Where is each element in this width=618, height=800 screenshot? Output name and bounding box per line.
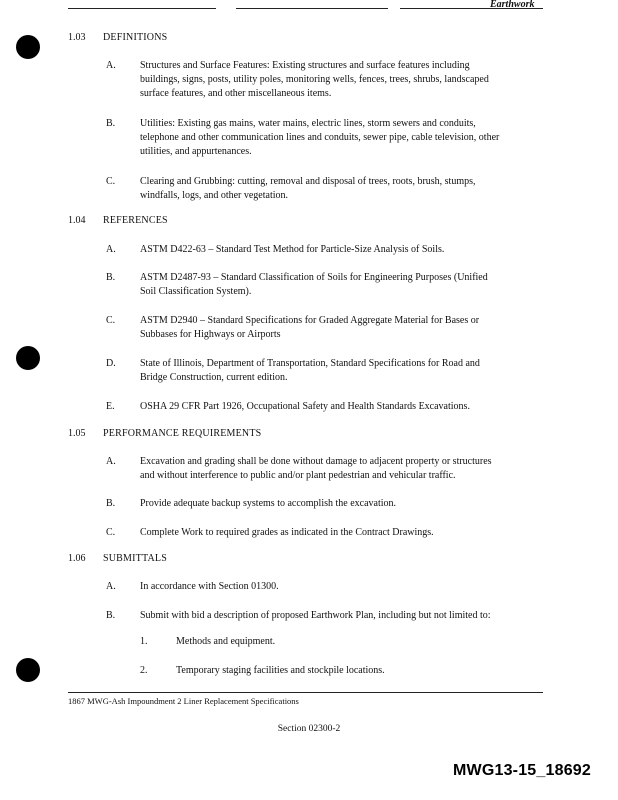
item-line: utilities, and appurtenances.	[140, 146, 252, 157]
section-number: 1.05	[68, 428, 86, 439]
section-title: PERFORMANCE REQUIREMENTS	[103, 428, 262, 439]
subitem-label: 2.	[140, 665, 148, 676]
footer-page-number: Section 02300-2	[277, 724, 341, 734]
item-line: State of Illinois, Department of Transportation, Standard Specifications for Road and	[140, 358, 480, 369]
item-line: ASTM D2940 – Standard Specifications for Graded Aggregate Material for Bases or	[140, 315, 480, 326]
item-label: B.	[106, 118, 116, 129]
item-label: A.	[106, 60, 116, 71]
item-line: Bridge Construction, current edition.	[140, 372, 288, 383]
subitem-label: 1.	[140, 636, 148, 647]
item-line: Clearing and Grubbing: cutting, removal and disposal of trees, roots, brush, stumps,	[140, 176, 476, 187]
item-text	[140, 271, 540, 299]
item-line: Submit with bid a description of proposed Earthwork Plan, including but not limited to:	[140, 610, 491, 621]
section-number: 1.03	[68, 32, 86, 43]
footer-document-title: 1867 MWG-Ash Impoundment 2 Liner Replacement Specifications	[68, 696, 299, 706]
item-label: B.	[106, 610, 116, 621]
item-label: C.	[106, 527, 116, 538]
header-rule-middle	[236, 8, 388, 9]
item-line: ASTM D2487-93 – Standard Classification of Soils for Engineering Purposes (Unified	[140, 272, 488, 283]
item-label: B.	[106, 498, 116, 509]
item-label: C.	[106, 315, 116, 326]
section-title: DEFINITIONS	[103, 32, 168, 43]
item-label: A.	[106, 456, 116, 467]
header-rule-left	[68, 8, 216, 9]
item-line: and without interference to public and/or plant pedestrian and vehicular traffic.	[140, 470, 456, 481]
item-text	[140, 526, 540, 540]
item-text	[140, 609, 540, 623]
item-text	[140, 580, 540, 594]
section-number: 1.04	[68, 215, 86, 226]
item-text	[140, 357, 540, 385]
item-line: telephone and other communication lines and conduits, sewer pipe, cable television, other	[140, 132, 500, 143]
item-label: E.	[106, 401, 115, 412]
subitem-text: Temporary staging facilities and stockpile locations.	[176, 665, 385, 676]
item-label: A.	[106, 244, 116, 255]
item-line: Complete Work to required grades as indicated in the Contract Drawings.	[140, 527, 434, 538]
item-line: Utilities: Existing gas mains, water mains, electric lines, storm sewers and conduits,	[140, 118, 476, 129]
item-text	[140, 243, 540, 257]
footer-rule	[68, 692, 543, 693]
item-line: OSHA 29 CFR Part 1926, Occupational Safety and Health Standards Excavations.	[140, 401, 470, 412]
punch-hole-top	[16, 35, 40, 59]
item-text	[140, 175, 540, 203]
item-label: A.	[106, 581, 116, 592]
item-line: surface features, and other miscellaneous items.	[140, 88, 332, 99]
item-line: buildings, signs, posts, utility poles, monitoring wells, fences, trees, shrubs, landscaped	[140, 74, 489, 85]
item-line: ASTM D422-63 – Standard Test Method for Particle-Size Analysis of Soils.	[140, 244, 445, 255]
item-line: Structures and Surface Features: Existing structures and surface features including	[140, 60, 470, 71]
item-line: In accordance with Section 01300.	[140, 581, 279, 592]
item-text	[140, 117, 540, 159]
section-title: REFERENCES	[103, 215, 168, 226]
item-line: Subbases for Highways or Airports	[140, 329, 281, 340]
item-label: B.	[106, 272, 116, 283]
subitem-text: Methods and equipment.	[176, 636, 276, 647]
punch-hole-bottom	[16, 658, 40, 682]
item-text	[140, 400, 540, 414]
section-number: 1.06	[68, 553, 86, 564]
section-title: SUBMITTALS	[103, 553, 167, 564]
item-text	[140, 455, 540, 483]
item-label: D.	[106, 358, 116, 369]
item-text	[140, 497, 540, 511]
item-line: Provide adequate backup systems to accomplish the excavation.	[140, 498, 397, 509]
item-line: Soil Classification System).	[140, 286, 252, 297]
item-text	[140, 314, 540, 342]
item-label: C.	[106, 176, 116, 187]
item-text	[140, 59, 540, 101]
header-title: Earthwork	[490, 0, 535, 10]
item-line: Excavation and grading shall be done without damage to adjacent property or structures	[140, 456, 492, 467]
bates-stamp: MWG13-15_18692	[453, 762, 591, 779]
item-line: windfalls, logs, and other vegetation.	[140, 190, 289, 201]
punch-hole-middle	[16, 346, 40, 370]
